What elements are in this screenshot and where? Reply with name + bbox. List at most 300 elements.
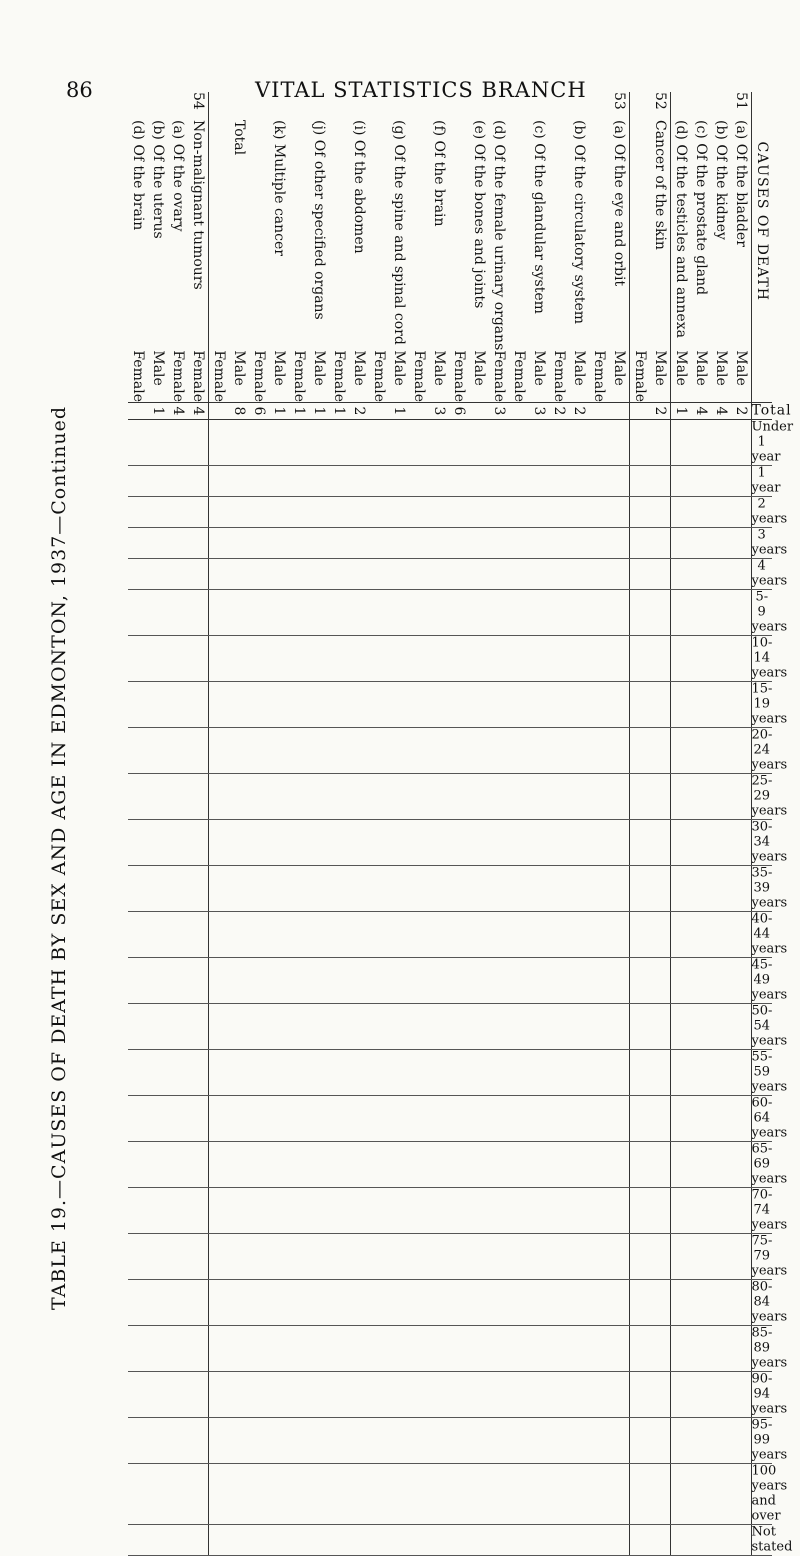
cause-cell: [549, 92, 569, 350]
age-cell: [429, 558, 449, 589]
sex-cell: Male: [309, 350, 329, 402]
page-number: 86: [66, 78, 93, 102]
age-cell: [609, 1524, 630, 1555]
age-cell: [469, 558, 489, 589]
age-cell: [188, 1187, 209, 1233]
age-column-header: 80-84 years: [751, 1279, 788, 1325]
age-cell: [569, 773, 589, 819]
age-cell: [128, 419, 148, 465]
age-cell: [369, 1141, 389, 1187]
age-cell: [188, 957, 209, 1003]
sex-cell: Female: [170, 350, 186, 402]
age-cell: [711, 957, 731, 1003]
table-row: [509, 92, 529, 1555]
age-cell: [309, 865, 329, 911]
cause-cell: [731, 92, 752, 350]
age-cell: [409, 465, 429, 496]
age-cell: [209, 819, 230, 865]
age-cell: [148, 1187, 168, 1233]
cause-cell: [630, 92, 651, 350]
age-cell: [529, 727, 549, 773]
age-cell: [711, 1463, 731, 1524]
age-cell: [569, 1325, 589, 1371]
age-cell: [731, 465, 752, 496]
age-cell: [449, 635, 469, 681]
age-column-header: 10-14 years: [751, 635, 788, 681]
age-cell: [630, 1463, 651, 1524]
age-cell: [128, 727, 148, 773]
age-cell: [711, 558, 731, 589]
age-cell: [389, 911, 409, 957]
total-cell: [609, 402, 630, 419]
age-cell: [349, 1463, 369, 1524]
sex-cell: Female: [591, 350, 607, 402]
sex-cell: Female: [491, 350, 507, 402]
age-cell: [449, 1417, 469, 1463]
age-cell: [409, 819, 429, 865]
age-cell: [349, 589, 369, 635]
age-cell: [549, 635, 569, 681]
table-row: [569, 92, 589, 1555]
age-cell: [329, 819, 349, 865]
age-cell: [349, 465, 369, 496]
age-cell: [209, 727, 230, 773]
age-cell: [369, 1325, 389, 1371]
age-cell: [569, 681, 589, 727]
table-row: [529, 92, 549, 1555]
age-cell: [329, 558, 349, 589]
age-cell: [549, 727, 569, 773]
age-cell: [509, 1049, 529, 1095]
cause-cell: [128, 92, 148, 350]
age-cell: [389, 1325, 409, 1371]
age-cell: [329, 1417, 349, 1463]
total-cell: 1: [289, 402, 309, 419]
sex-cell: Male: [569, 350, 589, 402]
age-cell: [168, 558, 188, 589]
age-cell: [711, 1279, 731, 1325]
age-cell: [209, 1325, 230, 1371]
age-cell: [409, 419, 429, 465]
age-cell: [148, 1233, 168, 1279]
age-cell: [630, 819, 651, 865]
table-row: [188, 92, 209, 1555]
sex-cell: Female: [551, 350, 567, 402]
age-cell: [671, 589, 692, 635]
age-cell: [630, 589, 651, 635]
age-cell: [671, 465, 692, 496]
age-cell: [489, 1049, 509, 1095]
age-cell: [731, 635, 752, 681]
age-cell: [389, 1417, 409, 1463]
table-row: [429, 92, 449, 1555]
age-cell: [731, 957, 752, 1003]
age-cell: [329, 465, 349, 496]
age-cell: [128, 773, 148, 819]
age-cell: [389, 1049, 409, 1095]
age-cell: [509, 419, 529, 465]
age-column-header: 4 years: [751, 558, 788, 589]
age-cell: [148, 1524, 168, 1555]
age-cell: [549, 527, 569, 558]
age-cell: [691, 1371, 711, 1417]
age-cell: [691, 1003, 711, 1049]
age-cell: [369, 635, 389, 681]
age-cell: [429, 419, 449, 465]
age-cell: [671, 527, 692, 558]
age-cell: [269, 681, 289, 727]
age-cell: [549, 589, 569, 635]
cause-cell: [168, 92, 188, 350]
age-cell: [168, 1003, 188, 1049]
age-cell: [529, 1417, 549, 1463]
sex-cell: Male: [229, 350, 249, 402]
age-cell: [188, 635, 209, 681]
age-cell: [630, 496, 651, 527]
age-cell: [630, 465, 651, 496]
age-cell: [128, 1417, 148, 1463]
age-cell: [229, 635, 249, 681]
sex-cell: Male: [609, 350, 630, 402]
age-cell: [529, 1233, 549, 1279]
age-cell: [671, 865, 692, 911]
cause-cell: [329, 92, 349, 350]
age-cell: [289, 1279, 309, 1325]
age-cell: [449, 465, 469, 496]
age-cell: [289, 773, 309, 819]
age-cell: [409, 1279, 429, 1325]
cause-cell: [711, 92, 731, 350]
age-cell: [128, 957, 148, 1003]
age-cell: [449, 1141, 469, 1187]
age-cell: [711, 419, 731, 465]
age-cell: [449, 1187, 469, 1233]
age-cell: [711, 465, 731, 496]
age-cell: [671, 1371, 692, 1417]
age-cell: [449, 496, 469, 527]
cause-number: 54: [190, 92, 206, 110]
age-cell: [389, 558, 409, 589]
age-cell: [529, 1524, 549, 1555]
age-cell: [609, 419, 630, 465]
age-cell: [469, 1463, 489, 1524]
age-cell: [269, 589, 289, 635]
total-cell: [630, 402, 651, 419]
age-cell: [589, 496, 609, 527]
age-cell: [731, 819, 752, 865]
age-cell: [691, 527, 711, 558]
age-cell: [389, 1003, 409, 1049]
age-cell: [731, 1325, 752, 1371]
age-cell: [148, 1371, 168, 1417]
age-cell: [409, 527, 429, 558]
cause-cell: [691, 92, 711, 350]
total-cell: 1: [269, 402, 289, 419]
age-cell: [429, 465, 449, 496]
age-cell: [589, 558, 609, 589]
age-cell: [409, 635, 429, 681]
age-cell: [349, 1187, 369, 1233]
age-cell: [589, 1417, 609, 1463]
age-cell: [168, 819, 188, 865]
age-cell: [711, 773, 731, 819]
table-row: [731, 92, 752, 1555]
age-cell: [229, 589, 249, 635]
age-cell: [329, 1371, 349, 1417]
age-cell: [209, 419, 230, 465]
age-cell: [650, 465, 671, 496]
age-cell: [609, 465, 630, 496]
age-cell: [489, 419, 509, 465]
table-row: [671, 92, 692, 1555]
age-cell: [188, 1233, 209, 1279]
age-cell: [589, 465, 609, 496]
age-cell: [209, 1141, 230, 1187]
age-cell: [249, 558, 269, 589]
age-cell: [309, 1279, 329, 1325]
total-cell: [409, 402, 429, 419]
age-cell: [148, 1279, 168, 1325]
age-cell: [188, 773, 209, 819]
sex-cell: Female: [188, 350, 209, 402]
age-cell: [589, 1233, 609, 1279]
age-cell: [650, 1233, 671, 1279]
age-cell: [128, 589, 148, 635]
age-cell: [589, 1463, 609, 1524]
table-row: [209, 92, 230, 1555]
age-cell: [671, 635, 692, 681]
age-cell: [188, 681, 209, 727]
age-cell: [671, 1003, 692, 1049]
age-cell: [731, 1279, 752, 1325]
age-cell: [249, 1463, 269, 1524]
age-cell: [389, 465, 409, 496]
age-cell: [489, 1417, 509, 1463]
age-cell: [429, 1371, 449, 1417]
age-cell: [229, 727, 249, 773]
age-cell: [209, 1371, 230, 1417]
age-cell: [429, 957, 449, 1003]
age-cell: [469, 773, 489, 819]
age-cell: [529, 819, 549, 865]
age-cell: [449, 1279, 469, 1325]
age-cell: [188, 1003, 209, 1049]
age-cell: [269, 957, 289, 1003]
age-cell: [349, 635, 369, 681]
age-cell: [369, 589, 389, 635]
age-cell: [209, 496, 230, 527]
age-cell: [209, 589, 230, 635]
age-cell: [489, 1141, 509, 1187]
age-cell: [128, 1233, 148, 1279]
total-cell: 8: [229, 402, 249, 419]
age-cell: [449, 1325, 469, 1371]
table-row: [650, 92, 671, 1555]
table-body: [128, 92, 752, 1555]
total-cell: [209, 402, 230, 419]
age-cell: [128, 1524, 148, 1555]
age-cell: [289, 1325, 309, 1371]
age-cell: [389, 1524, 409, 1555]
age-cell: [128, 819, 148, 865]
age-cell: [188, 1095, 209, 1141]
age-cell: [349, 1524, 369, 1555]
age-cell: [349, 419, 369, 465]
total-cell: 1: [329, 402, 349, 419]
age-cell: [269, 1187, 289, 1233]
age-cell: [309, 1095, 329, 1141]
age-cell: [289, 1524, 309, 1555]
age-cell: [188, 1325, 209, 1371]
sex-cell: Female: [291, 350, 307, 402]
age-cell: [329, 1233, 349, 1279]
age-cell: [349, 1095, 369, 1141]
age-cell: [128, 496, 148, 527]
age-cell: [289, 1095, 309, 1141]
age-cell: [229, 1095, 249, 1141]
age-cell: [209, 1003, 230, 1049]
age-column-header: 5-9 years: [751, 589, 788, 635]
age-cell: [609, 865, 630, 911]
age-cell: [469, 465, 489, 496]
age-cell: [409, 1524, 429, 1555]
age-cell: [349, 1371, 369, 1417]
age-cell: [589, 727, 609, 773]
age-cell: [589, 419, 609, 465]
total-cell: 2: [650, 402, 671, 419]
age-cell: [249, 1187, 269, 1233]
age-cell: [589, 865, 609, 911]
age-cell: [711, 1417, 731, 1463]
age-cell: [449, 819, 469, 865]
age-cell: [509, 1187, 529, 1233]
age-cell: [289, 635, 309, 681]
age-cell: [569, 819, 589, 865]
age-cell: [229, 819, 249, 865]
age-cell: [671, 419, 692, 465]
age-cell: [369, 957, 389, 1003]
age-cell: [589, 527, 609, 558]
age-cell: [469, 1417, 489, 1463]
age-cell: [409, 496, 429, 527]
age-cell: [148, 865, 168, 911]
age-cell: [529, 1187, 549, 1233]
age-cell: [229, 465, 249, 496]
age-cell: [489, 727, 509, 773]
age-cell: [671, 558, 692, 589]
age-cell: [630, 419, 651, 465]
age-cell: [168, 419, 188, 465]
age-cell: [369, 496, 389, 527]
age-cell: [249, 1095, 269, 1141]
age-cell: [489, 1524, 509, 1555]
sex-cell: Male: [691, 350, 711, 402]
age-cell: [509, 1095, 529, 1141]
age-cell: [309, 1003, 329, 1049]
age-cell: [711, 1524, 731, 1555]
age-cell: [409, 1325, 429, 1371]
age-cell: [569, 1371, 589, 1417]
age-cell: [609, 1003, 630, 1049]
total-cell: 3: [529, 402, 549, 419]
age-cell: [429, 681, 449, 727]
age-cell: [229, 865, 249, 911]
age-cell: [188, 1371, 209, 1417]
sex-cell: Female: [630, 350, 651, 402]
sex-cell: Male: [389, 350, 409, 402]
age-cell: [671, 1524, 692, 1555]
age-cell: [168, 1463, 188, 1524]
age-cell: [691, 589, 711, 635]
age-cell: [650, 1279, 671, 1325]
age-cell: [269, 911, 289, 957]
cause-cell: [369, 92, 389, 350]
age-cell: [630, 1233, 651, 1279]
age-cell: [691, 1233, 711, 1279]
age-cell: [349, 819, 369, 865]
age-cell: [731, 773, 752, 819]
age-cell: [128, 1187, 148, 1233]
age-cell: [168, 527, 188, 558]
age-cell: [409, 1141, 429, 1187]
age-column-header: 75-79 years: [751, 1233, 788, 1279]
age-cell: [529, 465, 549, 496]
age-cell: [529, 1279, 549, 1325]
age-cell: [489, 1233, 509, 1279]
age-cell: [168, 1371, 188, 1417]
age-column-header: 20-24 years: [751, 727, 788, 773]
age-cell: [429, 1141, 449, 1187]
age-cell: [329, 865, 349, 911]
age-cell: [209, 527, 230, 558]
age-cell: [671, 1049, 692, 1095]
age-cell: [369, 1049, 389, 1095]
age-cell: [128, 527, 148, 558]
age-column-header: 65-69 years: [751, 1141, 788, 1187]
age-cell: [509, 727, 529, 773]
age-cell: [691, 496, 711, 527]
age-cell: [128, 1463, 148, 1524]
age-cell: [630, 1524, 651, 1555]
age-cell: [309, 1049, 329, 1095]
age-cell: [269, 727, 289, 773]
age-cell: [429, 496, 449, 527]
age-cell: [168, 1279, 188, 1325]
age-cell: [269, 819, 289, 865]
age-cell: [731, 1049, 752, 1095]
age-cell: [469, 1049, 489, 1095]
age-cell: [369, 773, 389, 819]
age-cell: [209, 1049, 230, 1095]
age-cell: [549, 1325, 569, 1371]
age-cell: [569, 1279, 589, 1325]
total-cell: [469, 402, 489, 419]
cause-cell: [309, 92, 329, 350]
running-head: VITAL STATISTICS BRANCH: [255, 78, 587, 102]
age-cell: [549, 1279, 569, 1325]
age-cell: [429, 1187, 449, 1233]
age-cell: [188, 865, 209, 911]
age-cell: [429, 527, 449, 558]
age-column-header: 40-44 years: [751, 911, 788, 957]
age-cell: [671, 773, 692, 819]
age-cell: [509, 681, 529, 727]
age-cell: [569, 1463, 589, 1524]
cause-label: (b) Of the circulatory system: [571, 120, 587, 325]
age-cell: [389, 1095, 409, 1141]
age-cell: [469, 527, 489, 558]
age-cell: [609, 1371, 630, 1417]
